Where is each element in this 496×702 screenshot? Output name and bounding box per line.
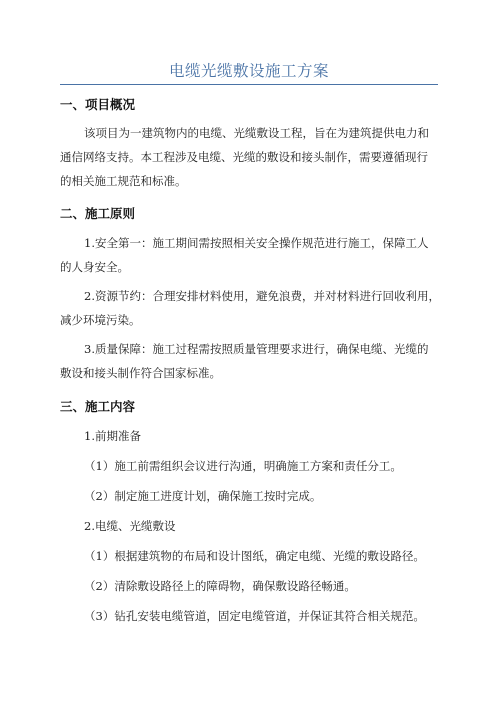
list-item: （1）施工前需组织会议进行沟通，明确施工方案和责任分工。 [84,459,402,473]
list-item: （2）制定施工进度计划，确保施工按时完成。 [84,489,322,503]
principle-item-line: 减少环境污染。 [60,313,141,327]
section-heading-overview: 一、项目概况 [60,97,136,112]
list-item: （2）清除敷设路径上的障碍物，确保敷设路径畅通。 [84,579,356,593]
list-item: （3）钻孔安装电缆管道，固定电缆管道，并保证其符合相关规范。 [84,609,425,623]
document-title: 电缆光缆敷设施工方案 [168,62,329,80]
paragraph-line: 通信网络支持。本工程涉及电缆、光缆的敷设和接头制作，需要遵循现行 [60,150,428,164]
section-heading-principles: 二、施工原则 [60,206,136,221]
subsection-title: 1.前期准备 [84,429,141,443]
subsection-title: 2.电缆、光缆敷设 [84,519,176,533]
principle-item-line: 的人身安全。 [60,260,129,274]
section-heading-content: 三、施工内容 [60,399,136,414]
principle-item-line: 3.质量保障：施工过程需按照质量管理要求进行，确保电缆、光缆的 [84,342,429,356]
principle-item-line: 1.安全第一：施工期间需按照相关安全操作规范进行施工，保障工人 [84,236,429,250]
principle-item-line: 敷设和接头制作符合国家标准。 [60,366,221,380]
paragraph-line: 该项目为一建筑物内的电缆、光缆敷设工程，旨在为建筑提供电力和 [84,126,429,140]
title-underline [60,84,438,85]
principle-item-line: 2.资源节约：合理安排材料使用，避免浪费，并对材料进行回收利用， [84,289,440,303]
list-item: （1）根据建筑物的布局和设计图纸，确定电缆、光缆的敷设路径。 [84,549,425,563]
paragraph-line: 的相关施工规范和标准。 [60,174,187,188]
